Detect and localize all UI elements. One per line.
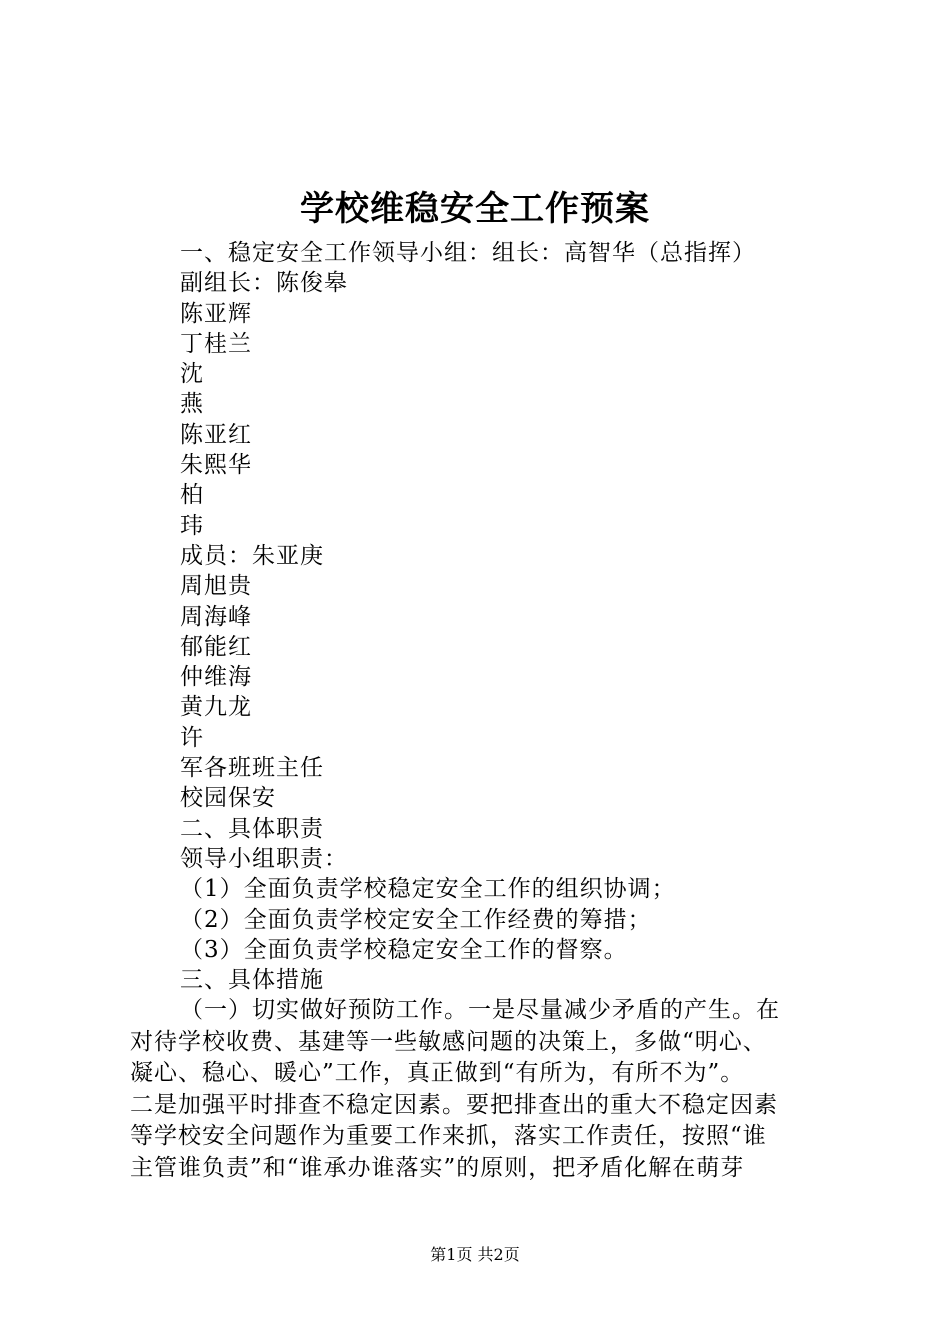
document-line: 郁能红 — [180, 633, 252, 660]
paragraph-line: 对待学校收费、基建等一些敏感问题的决策上，多做“明心、 — [130, 1028, 767, 1055]
document-title: 学校维稳安全工作预案 — [300, 189, 650, 229]
document-line: 校园保安 — [180, 785, 276, 812]
document-line: 周旭贵 — [180, 573, 252, 600]
document-line: 一、稳定安全工作领导小组：组长：高智华（总指挥） — [180, 240, 756, 266]
document-line: 领导小组职责： — [180, 845, 348, 872]
document-line: 陈亚红 — [180, 421, 252, 448]
paragraph-line: （一）切实做好预防工作。一是尽量减少矛盾的产生。在 — [180, 997, 780, 1023]
document-line: 丁桂兰 — [180, 330, 252, 357]
duty-item: （1）全面负责学校稳定安全工作的组织协调； — [180, 876, 676, 903]
paragraph-line: 二是加强平时排查不稳定因素。要把排查出的重大不稳定因素 — [130, 1091, 778, 1118]
paragraph-line: 等学校安全问题作为重要工作来抓，落实工作责任，按照“谁 — [130, 1123, 767, 1149]
document-line: 黄九龙 — [180, 694, 252, 721]
document-line: 柏 — [180, 482, 204, 509]
document-line: 沈 — [180, 361, 204, 388]
page-footer: 第1页 共2页 — [430, 1245, 520, 1264]
document-line: 玮 — [180, 512, 204, 539]
document-line: 许 — [180, 724, 204, 751]
document-line: 燕 — [180, 391, 204, 418]
section-heading: 三、具体措施 — [180, 967, 324, 994]
document-line: 朱熙华 — [180, 452, 252, 479]
document-line: 周海峰 — [180, 603, 252, 630]
paragraph-line: 主管谁负责”和“谁承办谁落实”的原则，把矛盾化解在萌芽 — [130, 1154, 745, 1181]
document-line: 仲维海 — [180, 664, 252, 691]
duty-item: （2）全面负责学校定安全工作经费的筹措； — [180, 906, 652, 933]
measures-paragraph — [130, 995, 836, 1184]
document-line: 副组长：陈俊皋 — [180, 270, 348, 297]
section-heading: 二、具体职责 — [180, 815, 324, 842]
document-line: 成员：朱亚庚 — [180, 542, 324, 569]
document-line: 陈亚辉 — [180, 300, 252, 327]
paragraph-line: 凝心、稳心、暖心”工作，真正做到“有所为，有所不为”。 — [130, 1060, 745, 1086]
document-line-list — [180, 238, 880, 995]
document-line: 军各班班主任 — [180, 755, 324, 782]
duty-item: （3）全面负责学校稳定安全工作的督察。 — [180, 936, 628, 963]
